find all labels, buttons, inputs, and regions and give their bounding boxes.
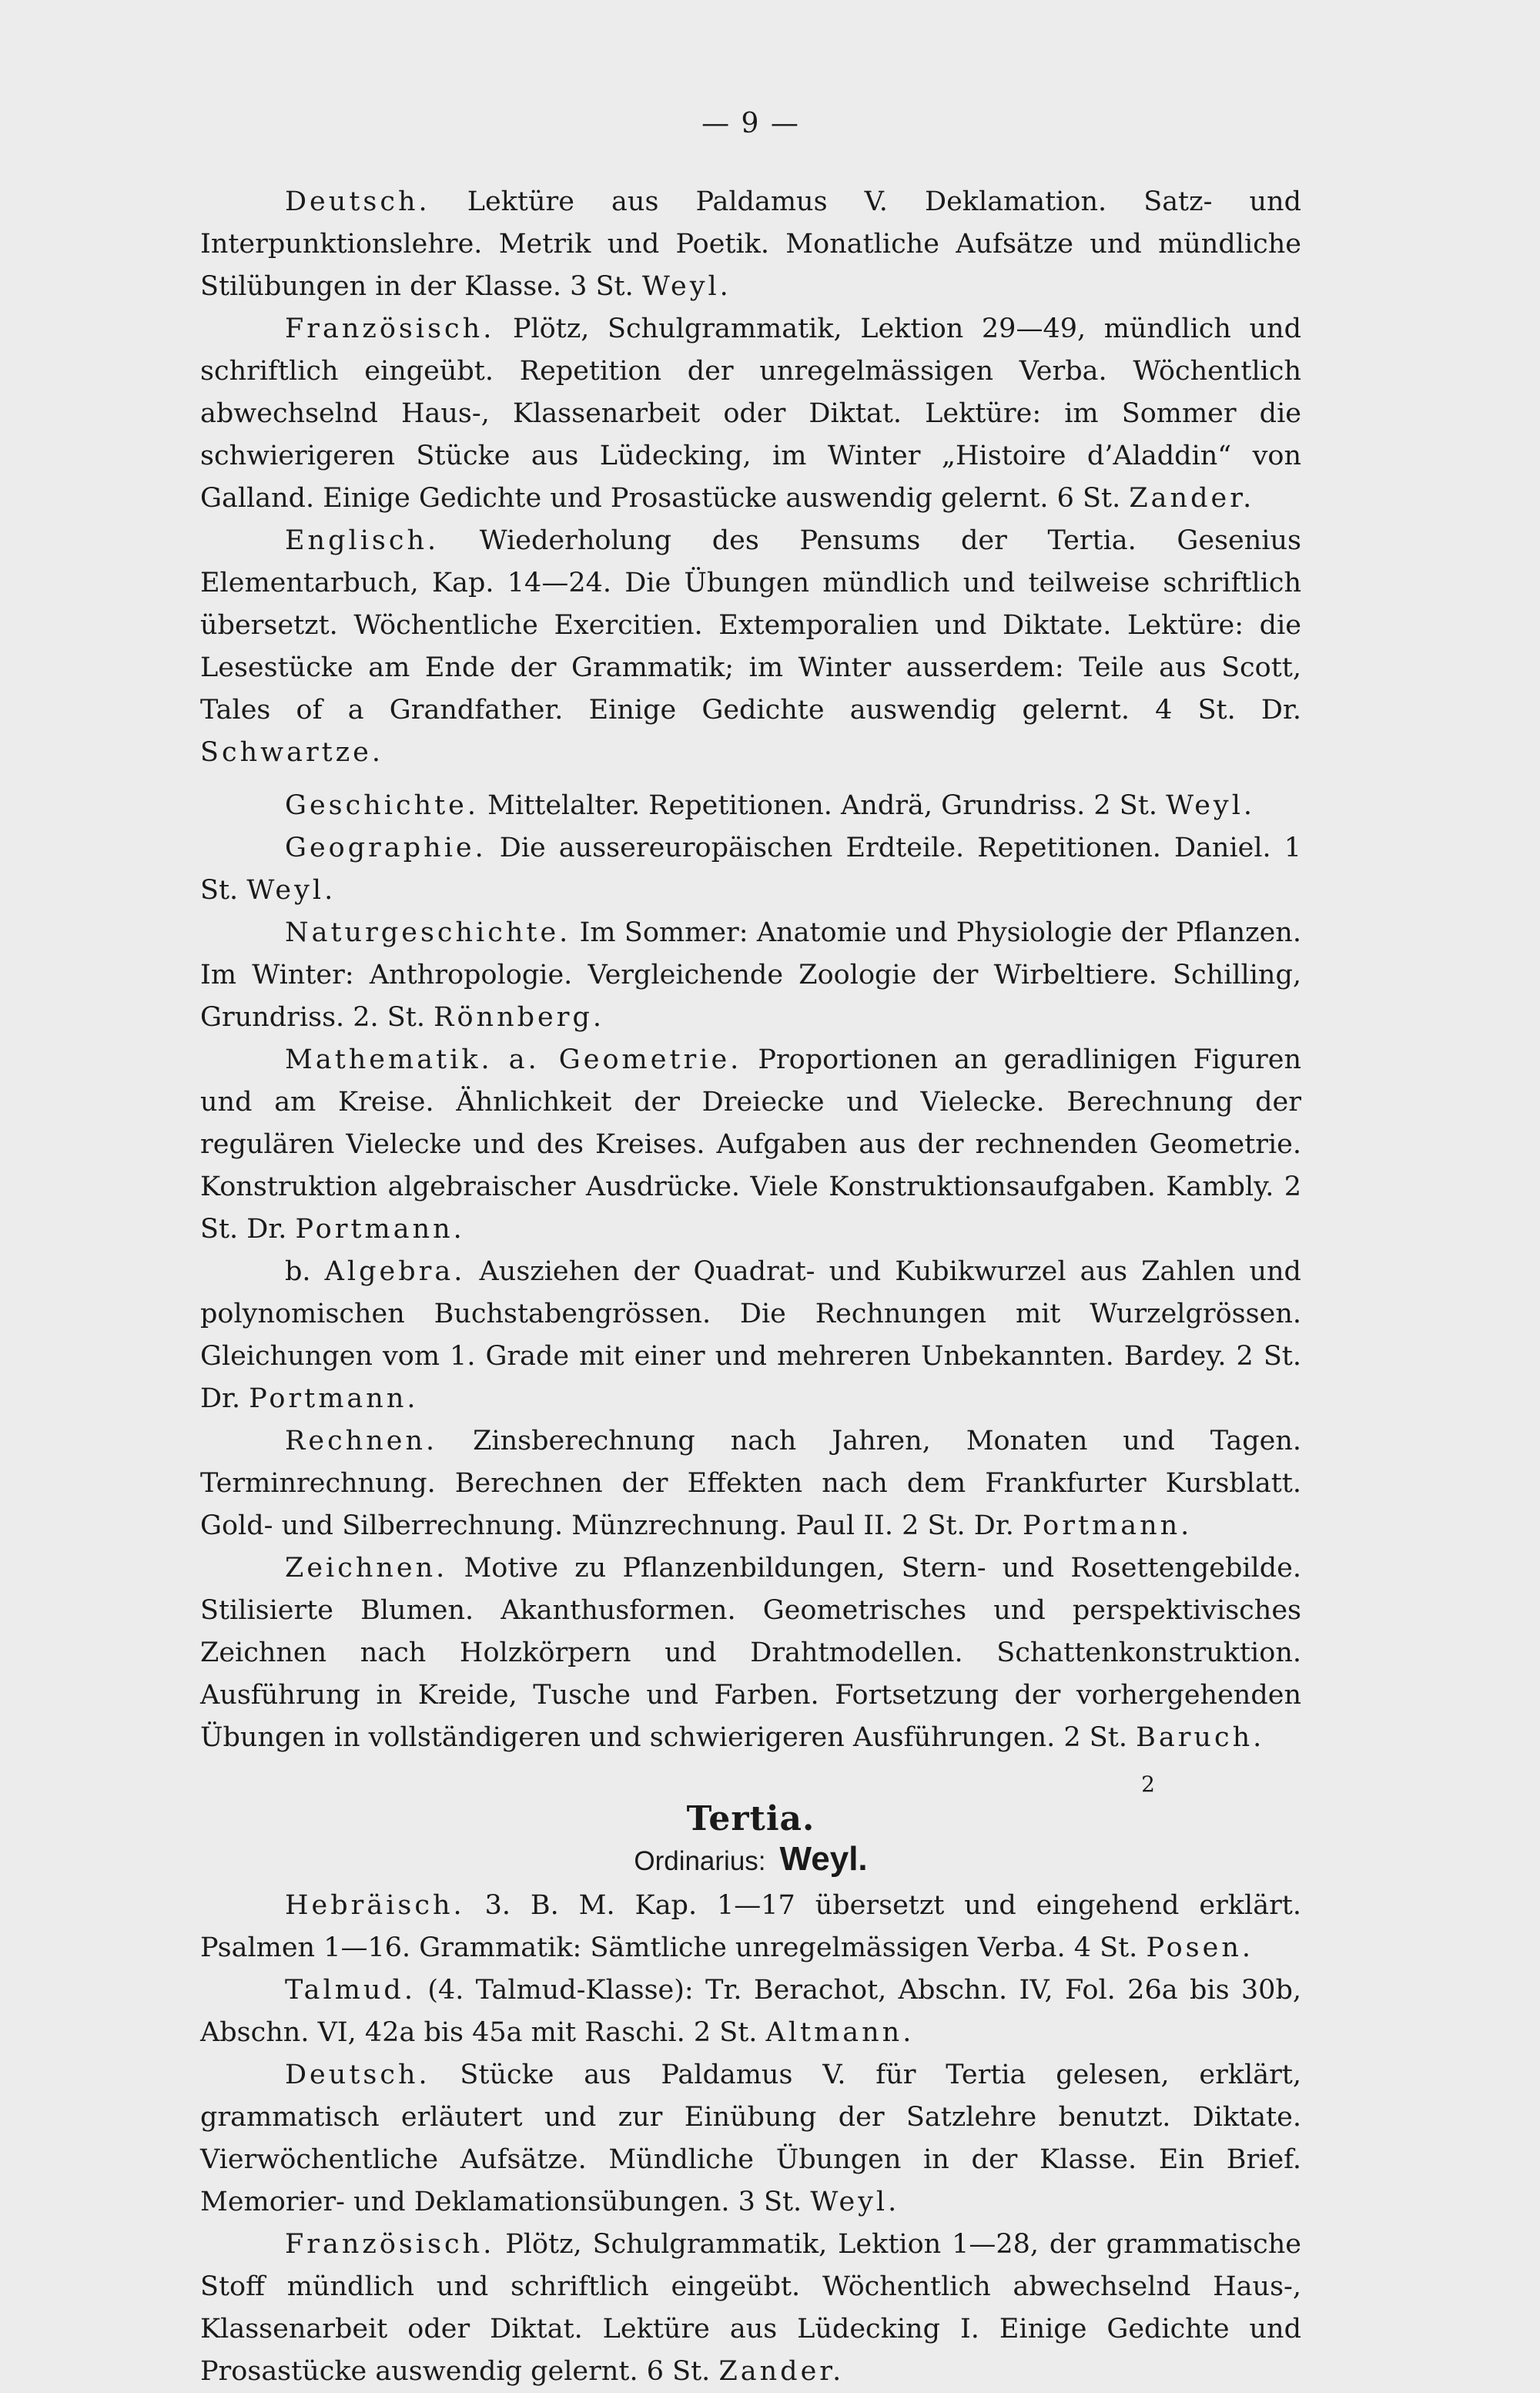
entry-teacher: Altmann. xyxy=(765,2017,915,2048)
entry-text: Zinsberechnung nach Jahren, Monaten und Tagen. Terminrechnung. Berechnen der Effekten nach dem Frankfurter Kursblatt. Gold- und Silberrechnung. Münzrechnung. Paul II. 2 St. Dr. xyxy=(200,1426,1301,1541)
entry-teacher: Weyl. xyxy=(810,2187,900,2217)
entry-head: Rechnen. xyxy=(285,1426,438,1456)
entry-text: Stücke aus Paldamus V. für Tertia gelesen, erklärt, grammatisch erläutert und zur Einübung der Satzlehre benutzt. Diktate. Vierwöchentliche Aufsätze. Mündliche Übungen in der Klasse. Ein Brief. Memorier- und Deklamationsübungen. 3 St. xyxy=(200,2060,1301,2217)
entry-head: Talmud. xyxy=(285,1975,416,2006)
entry-teacher: Weyl. xyxy=(1166,790,1256,821)
entry-teacher: Portmann. xyxy=(295,1214,465,1245)
entry-geschichte xyxy=(200,785,1301,827)
entry-englisch xyxy=(200,520,1301,774)
entry-head: Hebräisch. xyxy=(285,1890,465,1921)
entry-head: b. xyxy=(285,1256,311,1287)
entry-geographie xyxy=(200,827,1301,912)
entry-teacher: Weyl. xyxy=(246,875,336,906)
entry-mathematik-geometrie xyxy=(200,1039,1301,1251)
entry-naturgeschichte xyxy=(200,912,1301,1039)
block-1 xyxy=(200,181,1301,1759)
entry-text: Motive zu Pflanzenbildungen, Stern- und Rosettengebilde. Stilisierte Blumen. Akanthusformen. Geometrisches und perspektivisches Zeichnen nach Holzkörpern und Drahtmodellen. Schattenkonstruktion. Ausführung in Kreide, Tusche und Farben. Fortsetzung der vorhergehenden Übungen in vollständigeren und schwierigeren Ausführungen. 2 St. xyxy=(200,1553,1301,1753)
entry-head: Naturgeschichte. xyxy=(285,917,571,948)
entry-head: Französisch. xyxy=(285,313,495,344)
page-number: — 9 — xyxy=(701,108,800,139)
entry-talmud xyxy=(200,1969,1301,2054)
entry-text: Lektüre aus Paldamus V. Deklamation. Satz- und Interpunktionslehre. Metrik und Poetik. Monatliche Aufsätze und mündliche Stilübungen in der Klasse. 3 St. xyxy=(200,186,1301,302)
entry-teacher: Zander. xyxy=(1129,483,1255,514)
block-2 xyxy=(200,1885,1301,2393)
entry-head: Geographie. xyxy=(285,833,487,863)
entry-franzoesisch xyxy=(200,308,1301,520)
entry-text: Wiederholung des Pensums der Tertia. Gesenius Elementarbuch, Kap. 14—24. Die Übungen mündlich und teilweise schriftlich übersetzt. Wöchentliche Exercitien. Extemporalien und Diktate. Lektüre: die Lesestücke am Ende der Grammatik; im Winter ausserdem: Teile aus Scott, Tales of a Grandfather. Einige Gedichte auswendig gelernt. 4 St. Dr. xyxy=(200,525,1301,726)
entry-text: Plötz, Schulgrammatik, Lektion 1—28, der grammatische Stoff mündlich und schriftlich eingeübt. Wöchentlich abwechselnd Haus-, Klassenarbeit oder Diktat. Lektüre aus Lüdecking I. Einige Gedichte und Prosastücke auswendig gelernt. 6 St. xyxy=(200,2229,1301,2387)
signature-mark: 2 xyxy=(1141,1771,1155,1797)
entry-teacher: Weyl. xyxy=(641,271,732,302)
section-title: Tertia. xyxy=(686,1799,815,1838)
ordinarius-label: Ordinarius: xyxy=(634,1846,766,1876)
entry-text: Plötz, Schulgrammatik, Lektion 29—49, mündlich und schriftlich eingeübt. Repetition der unregelmässigen Verba. Wöchentlich abwechselnd Haus-, Klassenarbeit oder Diktat. Lektüre: im Sommer die schwierigeren Stücke aus Lüdecking, im Winter „Histoire d’Aladdin“ von Galland. Einige Gedichte und Prosastücke auswendig gelernt. 6 St. xyxy=(200,313,1301,514)
entry-head: Englisch. xyxy=(285,525,440,556)
entry-rechnen xyxy=(200,1420,1301,1547)
entry-text: Im Sommer: Anatomie und Physiologie der Pflanzen. Im Winter: Anthropologie. Vergleichende Zoologie der Wirbeltiere. Schilling, Grundriss. 2. St. xyxy=(200,917,1301,1033)
entry-teacher: Portmann. xyxy=(1023,1510,1193,1541)
entry-franzoesisch-tertia xyxy=(200,2224,1301,2393)
entry-head: Zeichnen. xyxy=(285,1553,448,1584)
entry-teacher: Zander. xyxy=(718,2356,845,2387)
entry-teacher: Baruch. xyxy=(1136,1722,1265,1753)
entry-teacher: Schwartze. xyxy=(200,737,384,768)
entry-head: Deutsch. xyxy=(285,2060,430,2090)
entry-text: Proportionen an geradlinigen Figuren und am Kreise. Ähnlichkeit der Dreiecke und Vielecke. Berechnung der regulären Vielecke und des Kreises. Aufgaben aus der rechnenden Geometrie. Konstruktion algebraischer Ausdrücke. Viele Konstruktionsaufgaben. Kambly. 2 St. Dr. xyxy=(200,1044,1301,1245)
entry-text: Die aussereuropäischen Erdteile. Repetitionen. Daniel. 1 St. xyxy=(200,833,1301,906)
entry-mathematik-algebra xyxy=(200,1251,1301,1420)
entry-subhead: a. Geometrie. xyxy=(508,1044,742,1075)
entry-teacher: Posen. xyxy=(1146,1932,1254,1963)
ordinarius-line xyxy=(200,1840,1301,1879)
entry-deutsch xyxy=(200,181,1301,308)
entry-head: Geschichte. xyxy=(285,790,480,821)
entry-text: Ausziehen der Quadrat- und Kubikwurzel aus Zahlen und polynomischen Buchstabengrössen. Die Rechnungen mit Wurzelgrössen. Gleichungen vom 1. Grade mit einer und mehreren Unbekannten. Bardey. 2 St. Dr. xyxy=(200,1256,1301,1414)
entry-text: 3. B. M. Kap. 1—17 übersetzt und eingehend erklärt. Psalmen 1—16. Grammatik: Sämtliche unregelmässigen Verba. 4 St. xyxy=(200,1890,1301,1963)
entry-head: Französisch. xyxy=(285,2229,495,2260)
entry-text: Mittelalter. Repetitionen. Andrä, Grundriss. 2 St. xyxy=(487,790,1157,821)
entry-deutsch-tertia xyxy=(200,2054,1301,2224)
ordinarius-name: Weyl. xyxy=(779,1840,868,1878)
entry-zeichnen xyxy=(200,1547,1301,1759)
entry-subhead: Algebra. xyxy=(324,1256,466,1287)
entry-head: Deutsch. xyxy=(285,186,430,217)
entry-text: (4. Talmud-Klasse): Tr. Berachot, Abschn. IV, Fol. 26a bis 30b, Abschn. VI, 42a bis 45a mit Raschi. 2 St. xyxy=(200,1975,1301,2048)
entry-teacher: Rönnberg. xyxy=(434,1002,604,1033)
entry-teacher: Portmann. xyxy=(249,1383,419,1414)
entry-hebraeisch xyxy=(200,1885,1301,1969)
entry-head: Mathematik. xyxy=(285,1044,493,1075)
